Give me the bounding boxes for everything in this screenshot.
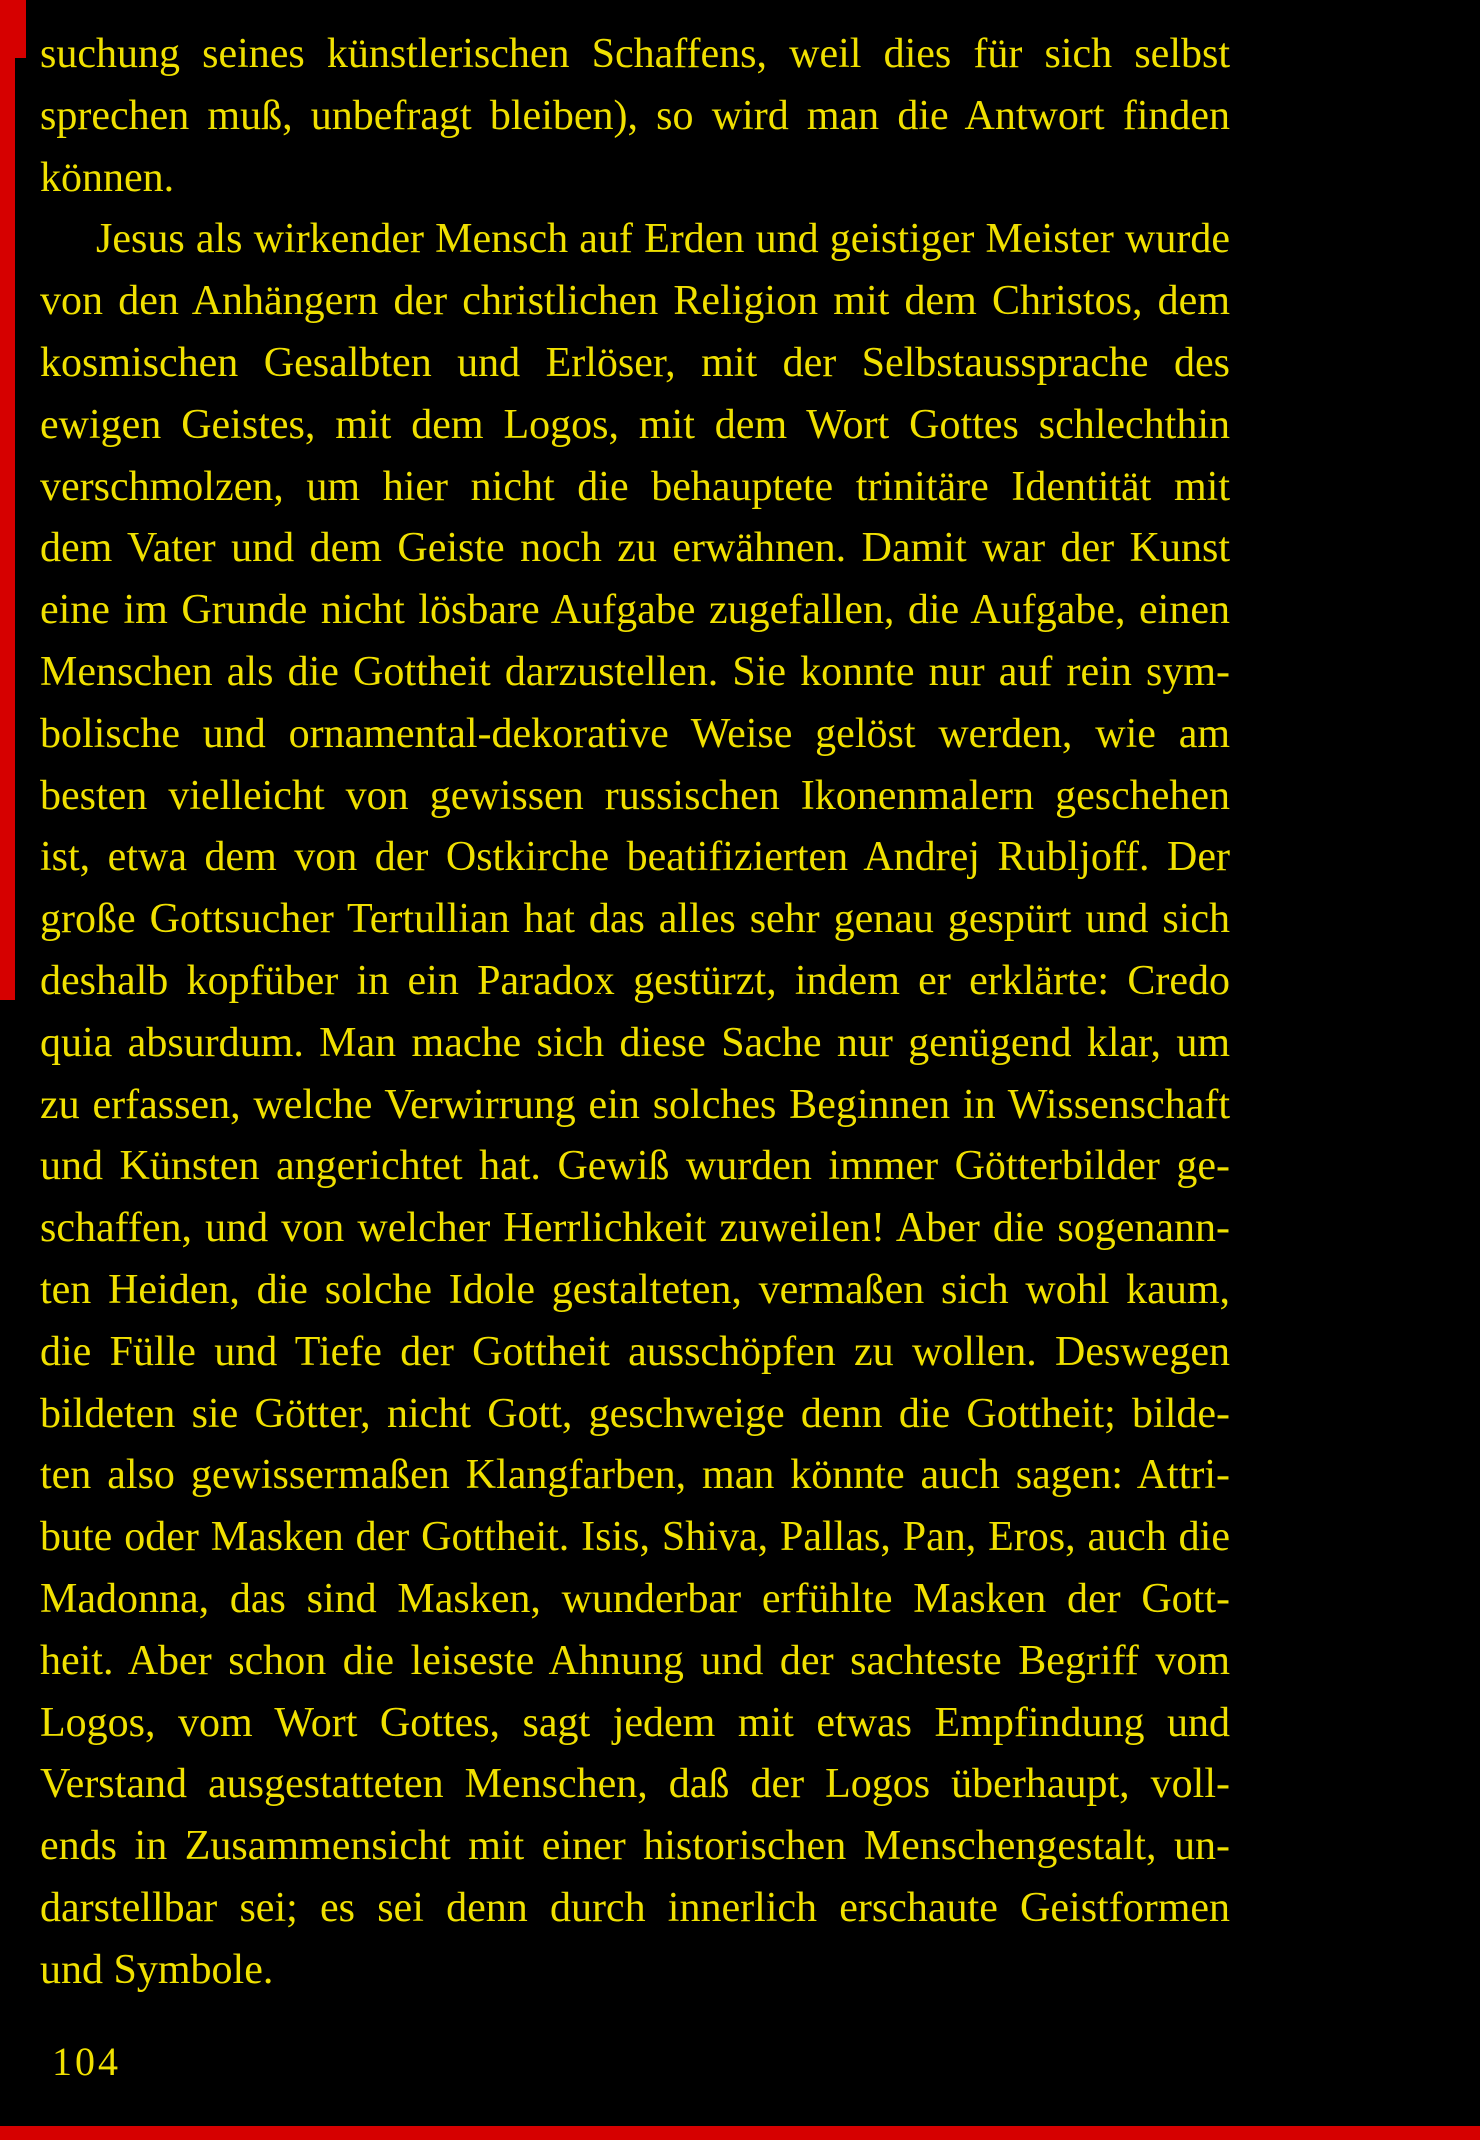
left-red-bar-top bbox=[0, 0, 26, 58]
text-line: quia absurdum. Man mache sich diese Sache nur genügend klar, um bbox=[40, 1019, 1230, 1066]
text-line: Verstand ausgestatteten Menschen, daß der Logos überhaupt, voll- bbox=[40, 1761, 1230, 1808]
text-line: und Symbole. bbox=[40, 1946, 274, 1993]
text-line: besten vielleicht von gewissen russischen Ikonenmalern geschehen bbox=[40, 772, 1230, 819]
text-line: bute oder Masken der Gottheit. Isis, Shiva, Pallas, Pan, Eros, auch die bbox=[40, 1514, 1230, 1561]
page-number: 104 bbox=[52, 2039, 121, 2084]
text-line: Jesus als wirkender Mensch auf Erden und geistiger Meister wurde bbox=[96, 216, 1230, 263]
text-line: und Künsten angerichtet hat. Gewiß wurden immer Götterbilder ge- bbox=[40, 1143, 1230, 1190]
text-line: eine im Grunde nicht lösbare Aufgabe zugefallen, die Aufgabe, einen bbox=[40, 587, 1230, 634]
text-line: bolische und ornamental-dekorative Weise gelöst werden, wie am bbox=[40, 710, 1230, 757]
text-line: Menschen als die Gottheit darzustellen. Sie konnte nur auf rein sym- bbox=[40, 648, 1230, 695]
text-line: Logos, vom Wort Gottes, sagt jedem mit etwas Empfindung und bbox=[40, 1699, 1230, 1746]
text-line: heit. Aber schon die leiseste Ahnung und der sachteste Begriff vom bbox=[40, 1637, 1230, 1684]
text-line: große Gottsucher Tertullian hat das alles sehr genau gespürt und sich bbox=[40, 896, 1230, 943]
text-line: verschmolzen, um hier nicht die behauptete trinitäre Identität mit bbox=[40, 463, 1230, 510]
text-line: darstellbar sei; es sei denn durch innerlich erschaute Geistformen bbox=[40, 1884, 1230, 1931]
text-line: ten Heiden, die solche Idole gestalteten, vermaßen sich wohl kaum, bbox=[40, 1266, 1230, 1313]
text-line: von den Anhängern der christlichen Religion mit dem Christos, dem bbox=[40, 278, 1230, 325]
text-line: Madonna, das sind Masken, wunderbar erfühlte Masken der Gott- bbox=[40, 1575, 1230, 1622]
text-line: zu erfassen, welche Verwirrung ein solches Beginnen in Wissenschaft bbox=[40, 1081, 1230, 1128]
left-red-bar bbox=[0, 0, 15, 1000]
text-line: die Fülle und Tiefe der Gottheit ausschöpfen zu wollen. Deswegen bbox=[40, 1328, 1230, 1375]
text-line: ends in Zusammensicht mit einer historischen Menschengestalt, un- bbox=[40, 1823, 1230, 1870]
text-line: suchung seines künstlerischen Schaffens, weil dies für sich selbst bbox=[40, 31, 1230, 77]
text-line: ist, etwa dem von der Ostkirche beatifizierten Andrej Rubljoff. Der bbox=[40, 834, 1230, 881]
text-line: ewigen Geistes, mit dem Logos, mit dem Wort Gottes schlechthin bbox=[40, 401, 1230, 448]
text-line: sprechen muß, unbefragt bleiben), so wird man die Antwort finden bbox=[40, 92, 1230, 139]
text-line: kosmischen Gesalbten und Erlöser, mit der Selbstaussprache des bbox=[40, 339, 1230, 386]
text-line: schaffen, und von welcher Herrlichkeit zuweilen! Aber die sogenann- bbox=[40, 1205, 1230, 1252]
text-line: bildeten sie Götter, nicht Gott, geschweige denn die Gottheit; bilde- bbox=[40, 1390, 1230, 1437]
text-line: deshalb kopfüber in ein Paradox gestürzt, indem er erklärte: Credo bbox=[40, 957, 1230, 1004]
text-line: ten also gewissermaßen Klangfarben, man könnte auch sagen: Attri- bbox=[40, 1452, 1230, 1499]
text-line: dem Vater und dem Geiste noch zu erwähnen. Damit war der Kunst bbox=[40, 525, 1230, 572]
text-line: können. bbox=[40, 154, 175, 201]
body-text bbox=[40, 24, 1230, 2002]
bottom-red-bar bbox=[0, 2126, 1480, 2140]
